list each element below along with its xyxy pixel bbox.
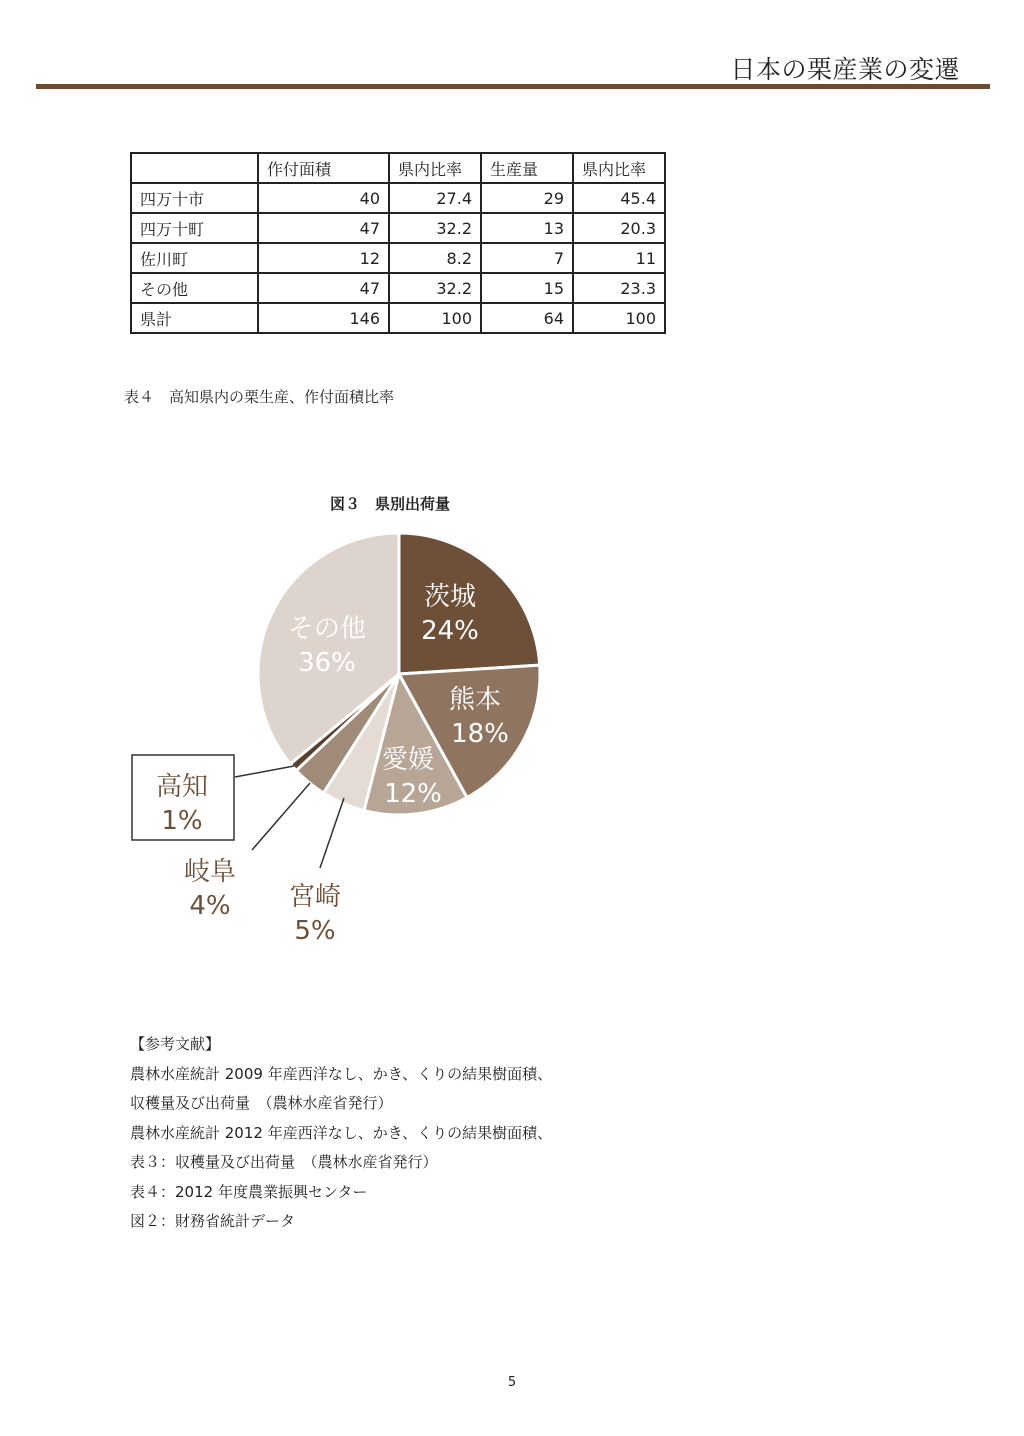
document-title: 日本の栗産業の変遷 [730,55,960,84]
table-cell: 四万十市 [131,183,258,213]
reference-line: 表４：2012 年度農業振興センター [130,1182,368,1201]
slice-percent-label: 36% [298,648,356,678]
table-cell: 15 [481,273,573,303]
callout-line [252,783,310,850]
callout-line [320,798,344,868]
table-cell: 20.3 [573,213,665,243]
slice-percent-label: 24% [421,616,479,646]
table-cell: 11 [573,243,665,273]
references [130,1030,552,1237]
slice-name-label: 岐阜 [183,857,237,887]
slice-name-label: 宮崎 [288,882,342,912]
table-cell: 45.4 [573,183,665,213]
table-cell: その他 [131,273,258,303]
reference-line: 図２：財務省統計データ [130,1212,296,1230]
reference-line: 表３：収穫量及び出荷量 （農林水産省発行） [130,1153,438,1171]
slice-percent-label: 4% [189,891,231,921]
table-cell: 23.3 [573,273,665,303]
callout-line [235,766,294,777]
slice-percent-label: 5% [294,916,336,946]
table-cell: 47 [258,273,389,303]
table-cell: 40 [258,183,389,213]
table-cell: 8.2 [389,243,481,273]
table-header-cell: 作付面積 [258,153,389,183]
table-cell: 12 [258,243,389,273]
table-cell: 7 [481,243,573,273]
slice-percent-label: 18% [451,719,509,749]
table-header-cell: 県内比率 [573,153,665,183]
slice-percent-label: 1% [161,806,203,836]
table-cell: 146 [258,303,389,333]
table-cell: 四万十町 [131,213,258,243]
table-cell: 32.2 [389,213,481,243]
slice-name-label: 熊本 [448,685,502,715]
reference-line: 農林水産統計 2012 年産西洋なし、かき、くりの結果樹面積、 [130,1123,553,1142]
slice-name-label: 愛媛 [381,745,435,775]
slice-percent-label: 12% [384,779,442,809]
table-cell: 29 [481,183,573,213]
table-cell: 47 [258,213,389,243]
slice-name-label: その他 [287,614,367,644]
table-cell: 13 [481,213,573,243]
reference-line: 収穫量及び出荷量 （農林水産省発行） [130,1094,393,1112]
table-cell: 27.4 [389,183,481,213]
table-caption: 表４ 高知県内の栗生産、作付面積比率 [124,388,395,406]
references-heading: 【参考文献】 [130,1035,221,1053]
table-cell: 佐川町 [131,243,258,273]
table-cell: 県計 [131,303,258,333]
table-cell: 100 [573,303,665,333]
table-cell: 64 [481,303,573,333]
page-number: 5 [507,1375,517,1390]
slice-name-label: 高知 [155,772,209,802]
table-header-cell: 生産量 [481,153,573,183]
table-cell: 100 [389,303,481,333]
chart-title: 図３ 県別出荷量 [330,495,451,513]
slice-name-label: 茨城 [423,582,477,612]
table-header-cell: 県内比率 [389,153,481,183]
table-cell: 32.2 [389,273,481,303]
reference-line: 農林水産統計 2009 年産西洋なし、かき、くりの結果樹面積、 [130,1064,553,1083]
